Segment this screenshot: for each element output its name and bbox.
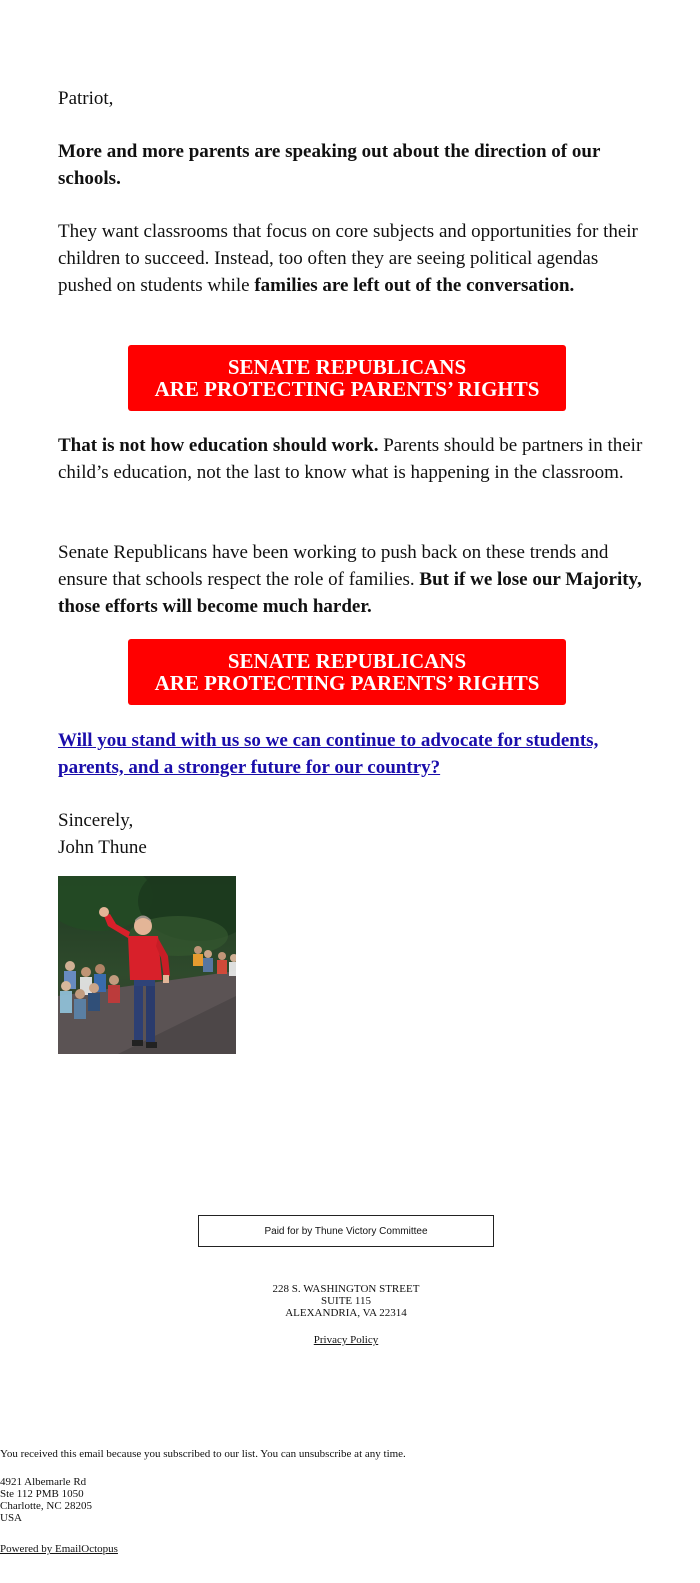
person-waving-photo bbox=[58, 876, 236, 1054]
paragraph-1 bbox=[58, 218, 648, 299]
paid-for-disclaimer-box bbox=[198, 1215, 494, 1247]
paragraph-3-bold: But if we lose our Majority, those efforts will become much harder. bbox=[58, 569, 642, 617]
signature: John Thune bbox=[58, 837, 147, 858]
cta-button-parents-rights[interactable] bbox=[128, 345, 566, 411]
sender-address-line-4: USA bbox=[0, 1512, 23, 1524]
paragraph-3 bbox=[58, 539, 648, 620]
committee-address bbox=[200, 1283, 492, 1319]
paragraph-2 bbox=[58, 432, 648, 486]
cta-button-line-2: ARE PROTECTING PARENTS’ RIGHTS bbox=[154, 377, 540, 401]
address-line-2: SUITE 115 bbox=[320, 1295, 371, 1307]
cta-button-parents-rights-2[interactable] bbox=[128, 639, 566, 705]
sender-address-line-1: 4921 Albemarle Rd bbox=[0, 1476, 87, 1488]
paragraph-1-text: They want classrooms that focus on core subjects and opportunities for their children to succeed. Instead, too often they are seeing political agendas pushed on students while bbox=[58, 221, 638, 296]
cta-button-2-line-1: SENATE REPUBLICANS bbox=[227, 649, 467, 673]
powered-by-link[interactable]: Powered by EmailOctopus bbox=[0, 1543, 118, 1555]
cta-button-line-1: SENATE REPUBLICANS bbox=[227, 355, 467, 379]
paragraph-1-bold: families are left out of the conversation. bbox=[254, 275, 575, 296]
photo-image bbox=[58, 876, 236, 1054]
greeting: Patriot, bbox=[58, 88, 114, 109]
stand-with-us-link[interactable]: Will you stand with us so we can continue to advocate for students, parents, and a stronger future for our country? bbox=[58, 730, 599, 778]
paragraph-2-text: Parents should be partners in their child’s education, not the last to know what is happening in the classroom. bbox=[58, 435, 643, 483]
sender-address-line-3: Charlotte, NC 28205 bbox=[0, 1500, 92, 1512]
cta-button-2-line-2: ARE PROTECTING PARENTS’ RIGHTS bbox=[154, 671, 540, 695]
intro-paragraph bbox=[58, 138, 648, 192]
subscribed-notice: You received this email because you subscribed to our list. You can unsubscribe at any time. bbox=[0, 1448, 406, 1460]
privacy-policy-link[interactable]: Privacy Policy bbox=[313, 1334, 379, 1346]
stand-with-us-paragraph bbox=[58, 727, 648, 781]
sender-address bbox=[0, 1476, 92, 1524]
address-line-3: ALEXANDRIA, VA 22314 bbox=[285, 1307, 407, 1319]
address-line-1: 228 S. WASHINGTON STREET bbox=[272, 1283, 420, 1295]
intro-bold-text: More and more parents are speaking out about the direction of our schools. bbox=[58, 141, 601, 189]
paid-for-text: Paid for by Thune Victory Committee bbox=[264, 1225, 428, 1237]
sender-address-line-2: Ste 112 PMB 1050 bbox=[0, 1488, 84, 1500]
paragraph-2-bold: That is not how education should work. bbox=[58, 435, 379, 456]
paragraph-3-text: Senate Republicans have been working to push back on these trends and ensure that schools respect the role of families. bbox=[58, 542, 609, 590]
signoff: Sincerely, bbox=[58, 810, 134, 831]
